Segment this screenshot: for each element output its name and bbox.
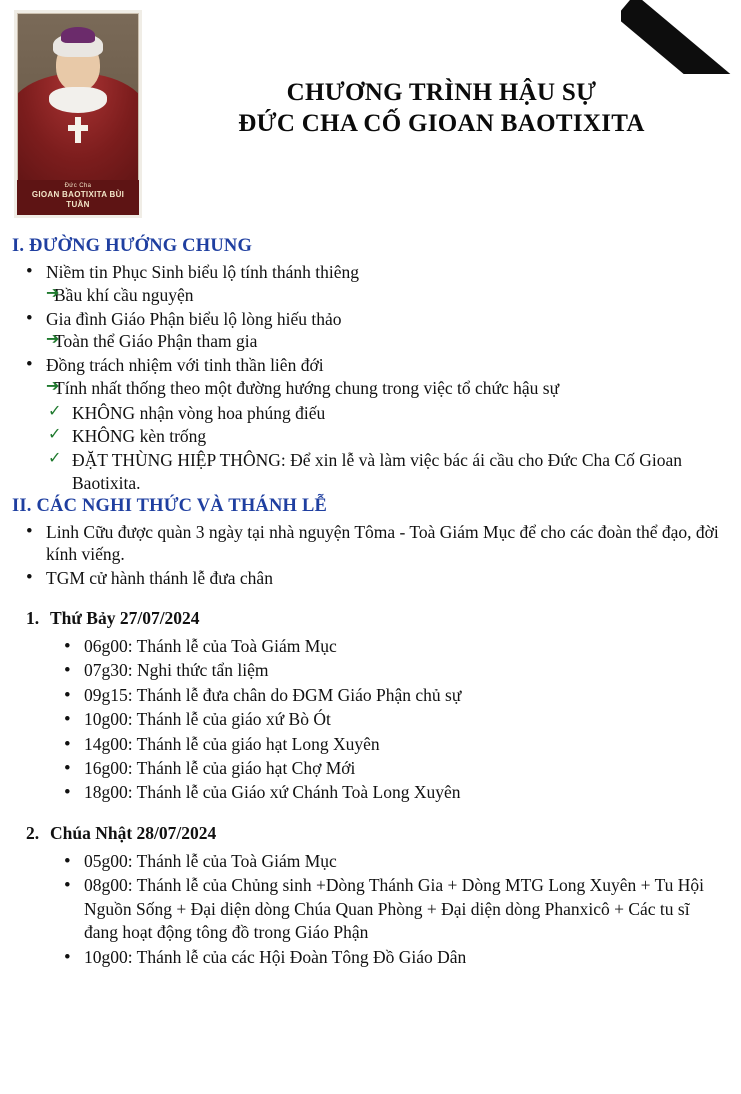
schedule-item: • 05g00: Thánh lễ của Toà Giám Mục	[12, 850, 727, 873]
bishop-portrait-image	[14, 10, 142, 218]
checklist	[46, 402, 727, 495]
day-number: 2.	[26, 822, 40, 843]
arrow-note: ➔ Toàn thể Giáo Phận tham gia	[46, 330, 727, 353]
checklist-item: ✓ KHÔNG kèn trống	[46, 425, 727, 448]
day-1-schedule	[12, 635, 727, 805]
arrow-note: ➔ Tính nhất thống theo một đường hướng chung trong việc tổ chức hậu sự	[46, 377, 727, 400]
list-item-text: Gia đình Giáo Phận biểu lộ lòng hiếu thảo	[46, 308, 342, 329]
list-item	[12, 261, 727, 307]
day-heading-2	[12, 823, 727, 844]
schedule-item: • 06g00: Thánh lễ của Toà Giám Mục	[12, 635, 727, 658]
list-item	[12, 354, 727, 495]
schedule-item: • 07g30: Nghi thức tẩn liệm	[12, 659, 727, 682]
list-item-text: Đồng trách nhiệm với tinh thần liên đới	[46, 355, 324, 375]
schedule-item: • 08g00: Thánh lễ của Chủng sinh +Dòng Thánh Gia + Dòng MTG Long Xuyên + Tu Hội Nguồn Sống + Đại diện dòng Chúa Quan Phòng + Đại diện dòng Phanxicô + Các tu sĩ đang hoạt động tông đồ trong Giáo Phận	[12, 874, 727, 944]
schedule-item: • 14g00: Thánh lễ của giáo hạt Long Xuyên	[12, 733, 727, 756]
list-item-text: Niềm tin Phục Sinh biểu lộ tính thánh thiêng	[46, 262, 360, 282]
schedule-item: • 18g00: Thánh lễ của Giáo xứ Chánh Toà Long Xuyên	[12, 781, 727, 804]
list-item	[12, 308, 727, 354]
portrait-caption-title: Đức Cha	[64, 182, 92, 189]
section-2-list	[12, 521, 727, 590]
section-heading-1: I. ĐƯỜNG HƯỚNG CHUNG	[12, 236, 253, 256]
day-2-schedule	[12, 850, 727, 969]
document-body	[0, 236, 741, 1094]
document-header	[0, 0, 741, 228]
page-title	[160, 78, 723, 139]
checklist-item: ✓ ĐẶT THÙNG HIỆP THÔNG: Để xin lễ và làm việc bác ái cầu cho Đức Cha Cố Gioan Baotixita.	[46, 449, 727, 495]
day-label: Chúa Nhật 28/07/2024	[50, 822, 217, 843]
day-heading-1	[12, 608, 727, 629]
page-title-line-1: CHƯƠNG TRÌNH HẬU SỰ	[286, 79, 597, 106]
checklist-item: ✓ KHÔNG nhận vòng hoa phúng điếu	[46, 402, 727, 425]
list-item: • Linh Cữu được quàn 3 ngày tại nhà nguyện Tôma - Toà Giám Mục để cho các đoàn thể đạo, đời kính viếng.	[12, 521, 727, 567]
arrow-note: ➔ Bầu khí cầu nguyện	[46, 284, 727, 307]
schedule-item: • 16g00: Thánh lễ của giáo hạt Chợ Mới	[12, 757, 727, 780]
portrait-caption-name: GIOAN BAOTIXITA BÙI TUẦN	[31, 190, 125, 209]
schedule-item: • 10g00: Thánh lễ của giáo xứ Bò Ót	[12, 708, 727, 731]
day-label: Thứ Bảy 27/07/2024	[50, 607, 200, 628]
list-item: • TGM cử hành thánh lễ đưa chân	[12, 567, 727, 590]
section-heading-2: II. CÁC NGHI THỨC VÀ THÁNH LỄ	[12, 495, 328, 516]
schedule-item: • 10g00: Thánh lễ của các Hội Đoàn Tông Đồ Giáo Dân	[12, 946, 727, 969]
section-1-list	[12, 261, 727, 495]
schedule-item: • 09g15: Thánh lễ đưa chân do ĐGM Giáo Phận chủ sự	[12, 684, 727, 707]
page-title-line-2: ĐỨC CHA CỐ GIOAN BAOTIXITA	[238, 109, 645, 137]
day-number: 1.	[26, 607, 40, 628]
portrait-caption	[17, 180, 139, 216]
